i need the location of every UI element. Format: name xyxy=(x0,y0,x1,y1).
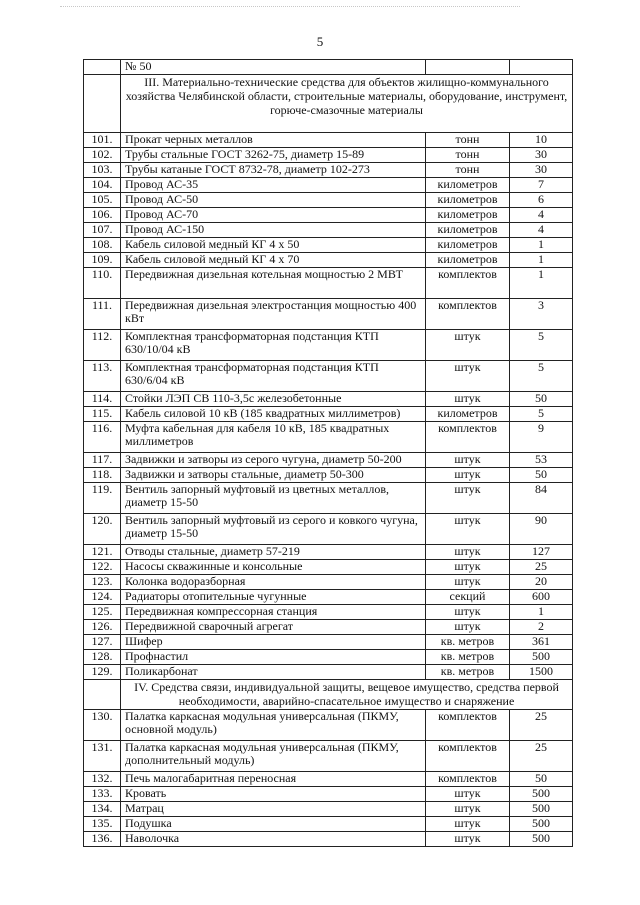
item-number: 134. xyxy=(84,802,121,817)
item-unit: километров xyxy=(426,223,510,238)
item-quantity: 50 xyxy=(510,468,573,483)
table-row xyxy=(84,407,573,422)
item-unit: штук xyxy=(426,560,510,575)
item-number: 117. xyxy=(84,453,121,468)
table-row xyxy=(84,575,573,590)
item-name: Кровать xyxy=(121,787,426,802)
item-unit: штук xyxy=(426,817,510,832)
item-number: 112. xyxy=(84,330,121,361)
item-name: Колонка водоразборная xyxy=(121,575,426,590)
table-row xyxy=(84,238,573,253)
item-name: Передвижной сварочный агрегат xyxy=(121,620,426,635)
table-row xyxy=(84,253,573,268)
page-number: 5 xyxy=(316,34,324,49)
item-number: 136. xyxy=(84,832,121,847)
item-number: 110. xyxy=(84,268,121,299)
item-unit: километров xyxy=(426,178,510,193)
item-number: 101. xyxy=(84,133,121,148)
item-number: 115. xyxy=(84,407,121,422)
item-number: 105. xyxy=(84,193,121,208)
item-unit: штук xyxy=(426,468,510,483)
item-number: 133. xyxy=(84,787,121,802)
item-unit: тонн xyxy=(426,148,510,163)
inventory-table-body xyxy=(84,60,573,847)
item-name: Муфта кабельная для кабеля 10 кВ, 185 квадратных миллиметров xyxy=(121,422,426,453)
item-quantity: 7 xyxy=(510,178,573,193)
item-quantity: 84 xyxy=(510,483,573,514)
table-row xyxy=(84,453,573,468)
table-row xyxy=(84,60,573,75)
table-row xyxy=(84,802,573,817)
item-name: Передвижная дизельная электростанция мощностью 400 кВт xyxy=(121,299,426,330)
item-quantity: 500 xyxy=(510,787,573,802)
item-name: Палатка каркасная модульная универсальная (ПКМУ, основной модуль) xyxy=(121,710,426,741)
item-quantity: 25 xyxy=(510,710,573,741)
table-row xyxy=(84,148,573,163)
item-unit: штук xyxy=(426,392,510,407)
item-unit: тонн xyxy=(426,163,510,178)
item-name: Наволочка xyxy=(121,832,426,847)
item-name: Провод АС-35 xyxy=(121,178,426,193)
item-quantity: 25 xyxy=(510,560,573,575)
table-row xyxy=(84,299,573,330)
item-quantity: 90 xyxy=(510,514,573,545)
item-unit: тонн xyxy=(426,133,510,148)
item-name: Радиаторы отопительные чугунные xyxy=(121,590,426,605)
item-unit: километров xyxy=(426,238,510,253)
item-name: Отводы стальные, диаметр 57-219 xyxy=(121,545,426,560)
item-number: 104. xyxy=(84,178,121,193)
item-quantity: 500 xyxy=(510,802,573,817)
item-number: 107. xyxy=(84,223,121,238)
table-row xyxy=(84,635,573,650)
table-row xyxy=(84,392,573,407)
item-unit: кв. метров xyxy=(426,665,510,680)
item-name: Прокат черных металлов xyxy=(121,133,426,148)
item-unit xyxy=(426,60,510,75)
item-number: 109. xyxy=(84,253,121,268)
section-title: IV. Средства связи, индивидуальной защиты, вещевое имущество, средства первой необходимости, аварийно-спасательное имущество и снаряжение xyxy=(121,680,573,710)
item-unit: комплектов xyxy=(426,268,510,299)
item-quantity: 6 xyxy=(510,193,573,208)
item-quantity: 1500 xyxy=(510,665,573,680)
item-number: 108. xyxy=(84,238,121,253)
item-number: 121. xyxy=(84,545,121,560)
item-number: 128. xyxy=(84,650,121,665)
item-name: Провод АС-150 xyxy=(121,223,426,238)
item-number: 116. xyxy=(84,422,121,453)
section-row xyxy=(84,680,573,710)
item-unit: штук xyxy=(426,453,510,468)
table-row xyxy=(84,330,573,361)
item-unit: комплектов xyxy=(426,299,510,330)
inventory-table xyxy=(83,59,573,847)
item-quantity: 3 xyxy=(510,299,573,330)
item-quantity: 5 xyxy=(510,361,573,392)
item-name: Кабель силовой медный КГ 4 х 50 xyxy=(121,238,426,253)
item-number: 114. xyxy=(84,392,121,407)
table-row xyxy=(84,620,573,635)
item-name: Кабель силовой медный КГ 4 х 70 xyxy=(121,253,426,268)
item-unit: километров xyxy=(426,407,510,422)
item-unit: штук xyxy=(426,361,510,392)
table-row xyxy=(84,590,573,605)
item-number: 120. xyxy=(84,514,121,545)
table-row xyxy=(84,605,573,620)
item-quantity: 50 xyxy=(510,772,573,787)
item-number: 127. xyxy=(84,635,121,650)
item-unit: штук xyxy=(426,514,510,545)
table-row xyxy=(84,268,573,299)
item-unit: километров xyxy=(426,208,510,223)
item-quantity: 1 xyxy=(510,253,573,268)
table-row xyxy=(84,163,573,178)
item-unit: секций xyxy=(426,590,510,605)
item-number: 126. xyxy=(84,620,121,635)
table-row xyxy=(84,208,573,223)
item-unit: штук xyxy=(426,787,510,802)
item-name: № 50 xyxy=(121,60,426,75)
item-number: 102. xyxy=(84,148,121,163)
table-row xyxy=(84,422,573,453)
item-quantity: 25 xyxy=(510,741,573,772)
item-quantity: 2 xyxy=(510,620,573,635)
table-row xyxy=(84,468,573,483)
item-unit: комплектов xyxy=(426,710,510,741)
item-number: 132. xyxy=(84,772,121,787)
item-name: Вентиль запорный муфтовый из серого и ковкого чугуна, диаметр 15-50 xyxy=(121,514,426,545)
item-name: Трубы стальные ГОСТ 3262-75, диаметр 15-89 xyxy=(121,148,426,163)
item-quantity: 127 xyxy=(510,545,573,560)
item-name: Комплектная трансформаторная подстанция КТП 630/10/04 кВ xyxy=(121,330,426,361)
table-row xyxy=(84,665,573,680)
item-number: 113. xyxy=(84,361,121,392)
item-quantity: 1 xyxy=(510,605,573,620)
item-number: 118. xyxy=(84,468,121,483)
table-row xyxy=(84,178,573,193)
item-number: 111. xyxy=(84,299,121,330)
item-quantity: 500 xyxy=(510,817,573,832)
item-name: Провод АС-70 xyxy=(121,208,426,223)
table-row xyxy=(84,361,573,392)
table-row xyxy=(84,560,573,575)
item-quantity: 361 xyxy=(510,635,573,650)
item-quantity: 50 xyxy=(510,392,573,407)
item-number: 119. xyxy=(84,483,121,514)
item-number xyxy=(84,75,121,133)
table-row xyxy=(84,817,573,832)
item-quantity xyxy=(510,60,573,75)
item-number: 122. xyxy=(84,560,121,575)
table-row xyxy=(84,787,573,802)
item-unit: кв. метров xyxy=(426,650,510,665)
item-quantity: 4 xyxy=(510,208,573,223)
table-row xyxy=(84,650,573,665)
item-name: Передвижная компрессорная станция xyxy=(121,605,426,620)
item-number: 103. xyxy=(84,163,121,178)
item-name: Комплектная трансформаторная подстанция КТП 630/6/04 кВ xyxy=(121,361,426,392)
item-quantity: 500 xyxy=(510,832,573,847)
table-row xyxy=(84,193,573,208)
item-quantity: 5 xyxy=(510,330,573,361)
item-name: Подушка xyxy=(121,817,426,832)
item-name: Матрац xyxy=(121,802,426,817)
item-number: 130. xyxy=(84,710,121,741)
item-unit: штук xyxy=(426,802,510,817)
table-row xyxy=(84,832,573,847)
item-quantity: 600 xyxy=(510,590,573,605)
scan-artifact-line xyxy=(60,6,520,8)
item-name: Задвижки и затворы стальные, диаметр 50-300 xyxy=(121,468,426,483)
item-name: Передвижная дизельная котельная мощностью 2 МВТ xyxy=(121,268,426,299)
item-unit: комплектов xyxy=(426,422,510,453)
table-row xyxy=(84,545,573,560)
item-unit: штук xyxy=(426,483,510,514)
table-row xyxy=(84,223,573,238)
item-name: Кабель силовой 10 кВ (185 квадратных миллиметров) xyxy=(121,407,426,422)
item-name: Печь малогабаритная переносная xyxy=(121,772,426,787)
item-quantity: 5 xyxy=(510,407,573,422)
item-unit: штук xyxy=(426,620,510,635)
item-number: 124. xyxy=(84,590,121,605)
item-number: 131. xyxy=(84,741,121,772)
item-name: Насосы скважинные и консольные xyxy=(121,560,426,575)
item-quantity: 30 xyxy=(510,148,573,163)
item-name: Провод АС-50 xyxy=(121,193,426,208)
section-row xyxy=(84,75,573,133)
item-name: Стойки ЛЭП СВ 110-3,5с железобетонные xyxy=(121,392,426,407)
item-unit: кв. метров xyxy=(426,635,510,650)
item-unit: километров xyxy=(426,253,510,268)
item-number xyxy=(84,60,121,75)
item-unit: штук xyxy=(426,605,510,620)
item-number: 106. xyxy=(84,208,121,223)
item-number: 123. xyxy=(84,575,121,590)
item-name: Поликарбонат xyxy=(121,665,426,680)
item-unit: комплектов xyxy=(426,772,510,787)
item-name: Шифер xyxy=(121,635,426,650)
item-number: 135. xyxy=(84,817,121,832)
item-name: Профнастил xyxy=(121,650,426,665)
item-quantity: 1 xyxy=(510,268,573,299)
table-row xyxy=(84,133,573,148)
table-row xyxy=(84,514,573,545)
item-quantity: 9 xyxy=(510,422,573,453)
item-unit: штук xyxy=(426,575,510,590)
item-quantity: 1 xyxy=(510,238,573,253)
item-number: 129. xyxy=(84,665,121,680)
item-unit: штук xyxy=(426,832,510,847)
table-row xyxy=(84,710,573,741)
item-name: Задвижки и затворы из серого чугуна, диаметр 50-200 xyxy=(121,453,426,468)
item-quantity: 20 xyxy=(510,575,573,590)
table-row xyxy=(84,483,573,514)
item-unit: штук xyxy=(426,545,510,560)
item-unit: штук xyxy=(426,330,510,361)
item-name: Трубы катаные ГОСТ 8732-78, диаметр 102-273 xyxy=(121,163,426,178)
item-quantity: 30 xyxy=(510,163,573,178)
item-name: Палатка каркасная модульная универсальная (ПКМУ, дополнительный модуль) xyxy=(121,741,426,772)
section-title: III. Материально-технические средства для объектов жилищно-коммунального хозяйства Челябинской области, строительные материалы, оборудование, инструмент, горюче-смазочные материалы xyxy=(121,75,573,133)
table-row xyxy=(84,741,573,772)
item-quantity: 500 xyxy=(510,650,573,665)
item-name: Вентиль запорный муфтовый из цветных металлов, диаметр 15-50 xyxy=(121,483,426,514)
item-number xyxy=(84,680,121,710)
item-unit: комплектов xyxy=(426,741,510,772)
item-quantity: 4 xyxy=(510,223,573,238)
item-number: 125. xyxy=(84,605,121,620)
item-unit: километров xyxy=(426,193,510,208)
table-row xyxy=(84,772,573,787)
item-quantity: 53 xyxy=(510,453,573,468)
item-quantity: 10 xyxy=(510,133,573,148)
